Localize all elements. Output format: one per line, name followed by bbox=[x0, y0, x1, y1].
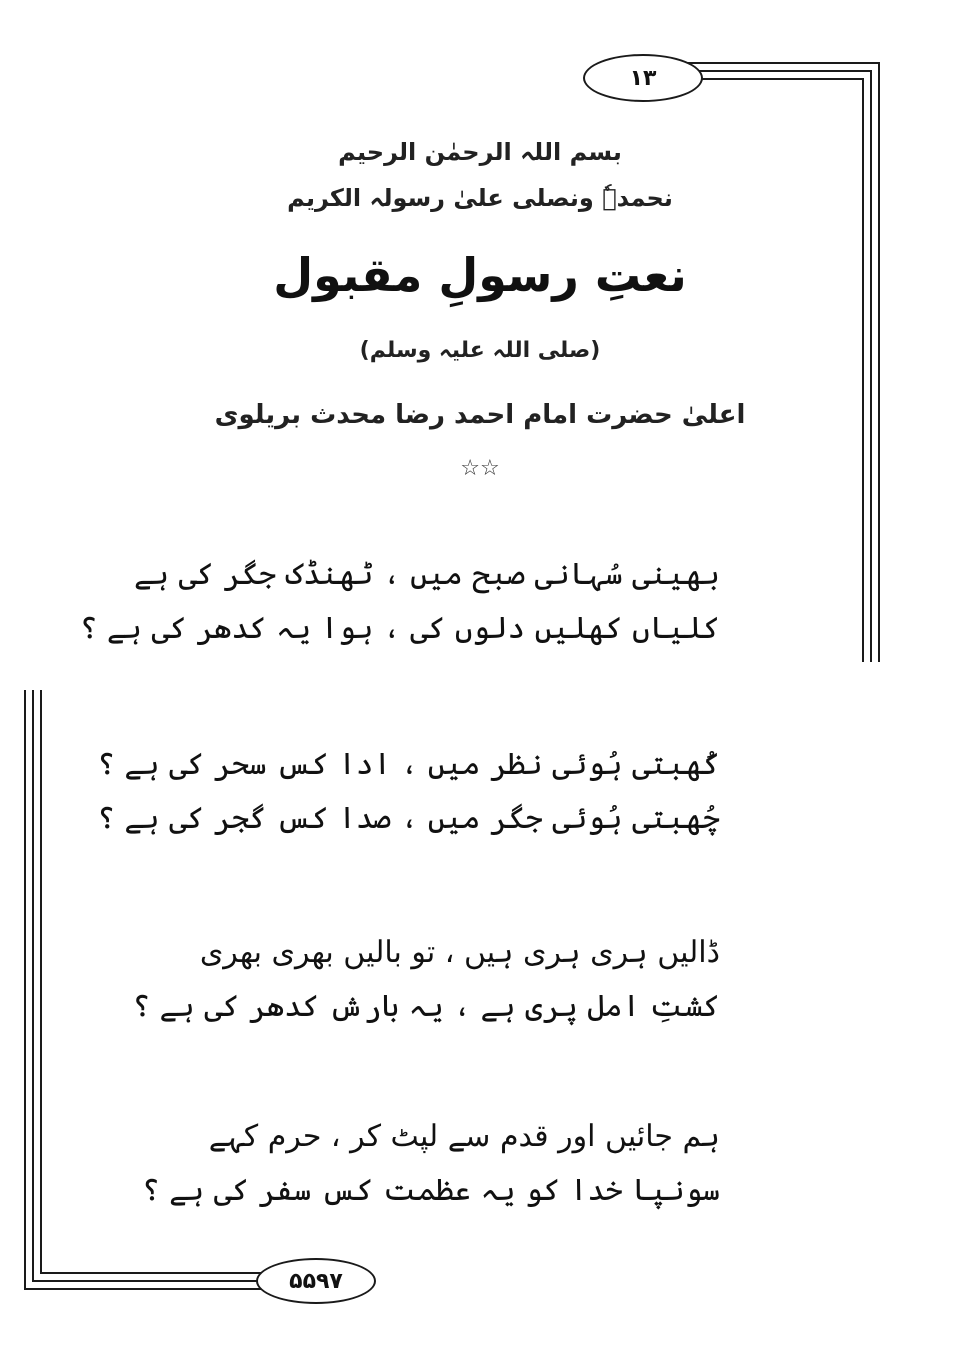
footer-number: ۵۵۹۷ bbox=[289, 1268, 343, 1294]
page-number-badge bbox=[583, 54, 703, 102]
author-line: اعلیٰ حضرت امام احمد رضا محدث بریلوی bbox=[214, 400, 746, 430]
verse-line: کُھبتی ہُوئی نظر میں ، ادا کس سحر کی ہے ؟ bbox=[97, 747, 720, 782]
verse-line: ڈالیں ہری ہری ہیں ، تو بالیں بھری بھری bbox=[199, 935, 720, 970]
verse-line: چُھبتی ہُوئی جگر میں ، صدا کس گجر کی ہے ؟ bbox=[97, 801, 720, 836]
verse-line: بھینی سُہانی صبح میں ، ٹھنڈک جگر کی ہے bbox=[133, 557, 720, 592]
stanza bbox=[132, 926, 720, 1034]
stanza bbox=[141, 1110, 720, 1218]
footer-number-badge bbox=[256, 1258, 376, 1304]
salutation: (صلی اللہ علیہ وسلم) bbox=[359, 338, 601, 363]
verse-line: کلیاں کھلیں دلوں کی ، ہوا یہ کدھر کی ہے ؟ bbox=[79, 611, 720, 646]
stanza bbox=[97, 738, 720, 846]
verse-line: سونپا خدا کو یہ عظمت کس سفر کی ہے ؟ bbox=[141, 1173, 720, 1208]
page-number: ۱۳ bbox=[629, 65, 657, 91]
praise-line: نحمدہٗ ونصلی علیٰ رسولہ الکریم bbox=[287, 184, 673, 212]
star-divider: ☆☆ bbox=[460, 456, 500, 481]
basmala: بسم اللہ الرحمٰن الرحیم bbox=[338, 138, 622, 166]
verse-line: کشتِ امل پری ہے ، یہ بارش کدھر کی ہے ؟ bbox=[132, 989, 720, 1024]
verse-line: ہم جائیں اور قدم سے لپٹ کر ، حرم کہے bbox=[208, 1119, 720, 1154]
stanza bbox=[79, 548, 720, 656]
page-title: نعتِ رسولِ مقبول bbox=[273, 248, 687, 302]
